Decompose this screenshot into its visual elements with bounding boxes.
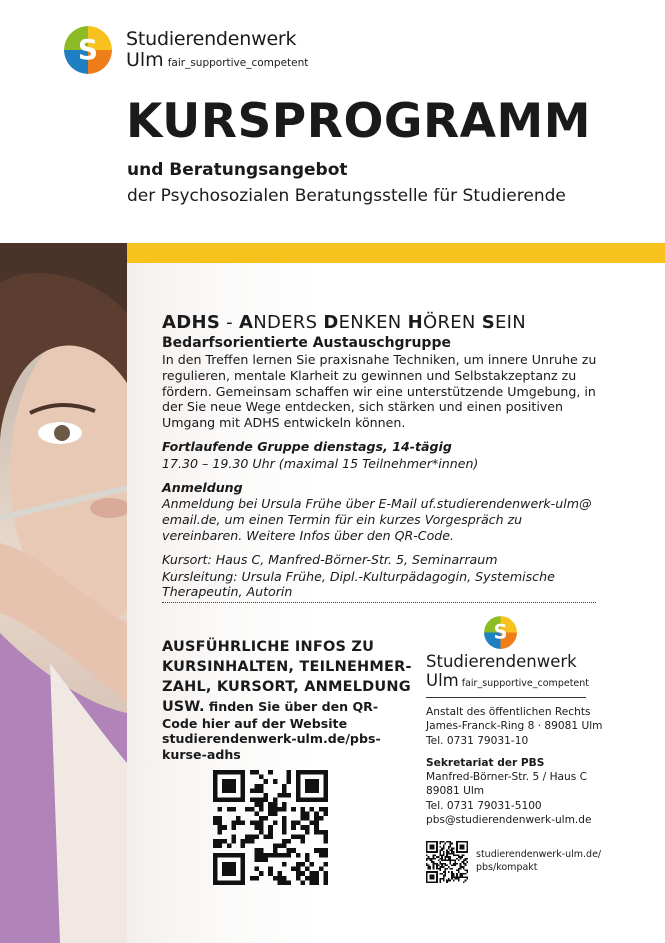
brand-tagline: fair_supportive_competent xyxy=(167,57,309,69)
brand-logo-icon xyxy=(64,26,112,74)
secretariat-email[interactable]: pbs@studierendenwerk-ulm.de xyxy=(426,814,592,827)
schedule-time: 17.30 – 19.30 Uhr (maximal 15 Teilnehmer*innen) xyxy=(162,455,479,471)
brand-logo-small xyxy=(426,654,589,689)
contact-divider xyxy=(426,697,586,698)
infos-text: USW. finden Sie über den QR-Code hier auf der Website studierendenwerk-ulm.de/pbs-kurse-adhs xyxy=(162,699,381,762)
qr-code[interactable] xyxy=(213,770,328,885)
page-subtitle-2: der Psychosozialen Beratungsstelle für Studierende xyxy=(127,186,566,206)
registration-text: Anmeldung bei Ursula Frühe über E-Mail uf.studierendenwerk-ulm@ email.de, um einen Termin für ein kurzes Vorgespräch zu vereinbaren. Weitere Infos über den QR-Code. xyxy=(162,496,592,543)
brand-name: Studierendenwerk xyxy=(126,28,297,50)
secretariat-phone: Tel. 0731 79031-5100 xyxy=(426,799,542,812)
course-lead: Kursleitung: Ursula Frühe, Dipl.-Kulturpädagogin, Systemische Therapeutin, Autorin xyxy=(162,568,555,600)
svg-text:S: S xyxy=(493,620,508,644)
schedule-title: Fortlaufende Gruppe dienstags, 14-tägig xyxy=(162,438,452,454)
course-description: In den Treffen lernen Sie praxisnahe Techniken, um innere Unruhe zu regulieren, mentale Klarheit zu gewinnen und Selbstakzeptanz zu fördern. Gemeinsam schaffen wir eine unterstützende Umgebung, in der Sie neue Wege entdecken, sich stärken und einen positiven Umgang mit ADHS entwickeln können. xyxy=(162,352,597,431)
qr-code-small[interactable] xyxy=(426,841,468,883)
brand-city: Ulm xyxy=(126,49,164,71)
contact-line-1: Anstalt des öffentlichen Rechts xyxy=(426,706,591,718)
course-title: ADHS - ANDERS DENKEN HÖREN SEIN xyxy=(162,312,527,333)
page-subtitle: und Beratungsangebot xyxy=(127,160,348,180)
infos-heading-3: ZAHL, KURSORT, ANMELDUNG xyxy=(162,679,411,695)
contact-block xyxy=(426,705,626,827)
course-subtitle: Bedarfsorientierte Austauschgruppe xyxy=(162,335,451,351)
secretariat-title: Sekretariat der PBS xyxy=(426,756,545,769)
brand-logo xyxy=(64,26,308,74)
accent-bar xyxy=(127,243,665,263)
brand-name-small: Studierendenwerk xyxy=(426,652,577,671)
secretariat-address: Manfred-Börner-Str. 5 / Haus C xyxy=(426,771,588,784)
page-title: KURSPROGRAMM xyxy=(126,94,592,149)
small-url[interactable] xyxy=(476,849,601,874)
infos-heading-1: AUSFÜHRLICHE INFOS ZU xyxy=(162,639,375,655)
svg-text:S: S xyxy=(77,33,99,66)
small-url-line-1: studierendenwerk-ulm.de/ xyxy=(476,849,602,860)
student-photo xyxy=(0,243,127,943)
dotted-divider xyxy=(162,602,596,603)
infos-section xyxy=(162,637,412,762)
brand-logo-small-icon xyxy=(484,616,517,649)
secretariat-city: 89081 Ulm xyxy=(426,785,485,798)
contact-address: James-Franck-Ring 8 · 89081 Ulm xyxy=(426,720,603,733)
registration-title: Anmeldung xyxy=(162,479,243,495)
course-location: Kursort: Haus C, Manfred-Börner-Str. 5, Seminarraum xyxy=(162,551,498,567)
course-section xyxy=(162,312,602,600)
small-url-line-2: pbs/kompakt xyxy=(476,861,538,873)
brand-city-small: Ulm xyxy=(426,670,459,690)
infos-heading-2: KURSINHALTEN, TEILNEHMER- xyxy=(162,659,412,675)
contact-phone: Tel. 0731 79031-10 xyxy=(426,734,529,747)
brand-tagline-small: fair_supportive_competent xyxy=(461,677,590,689)
